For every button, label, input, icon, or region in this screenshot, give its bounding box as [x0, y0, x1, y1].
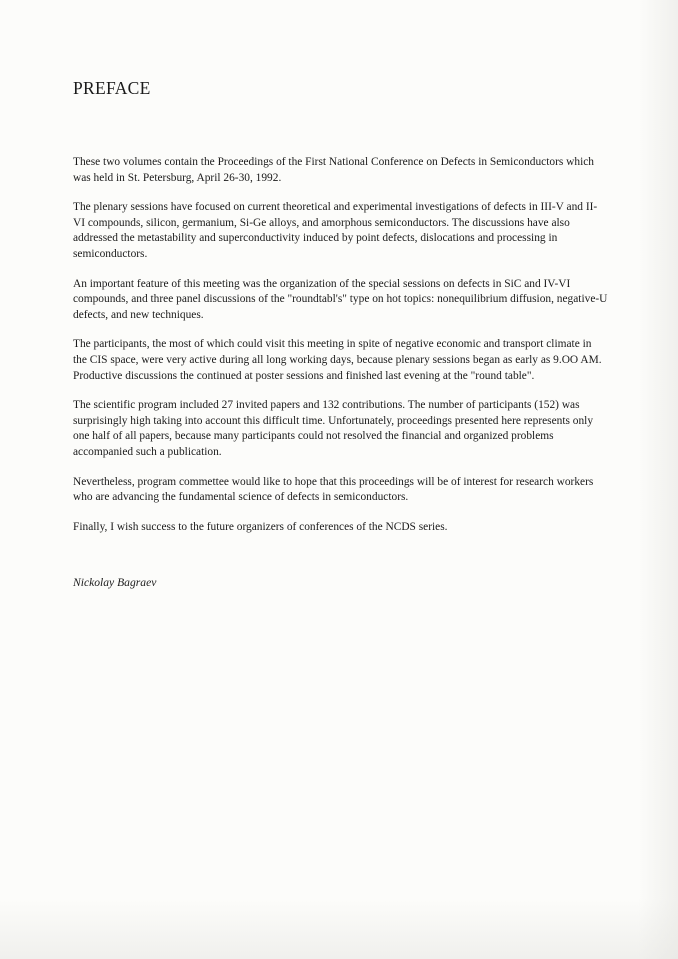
- paragraph-7: Finally, I wish success to the future organizers of conferences of the NCDS series.: [73, 520, 448, 533]
- page-title: PREFACE: [73, 78, 151, 98]
- paragraph-4: The participants, the most of which could visit this meeting in spite of negative economic and transport climate in the CIS space, were very active during all long working days, because plenary sessions began as early as 9.OO AM. Productive discussions the continued at poster sessions and finished last evening at the "round table".: [73, 338, 602, 382]
- author-signature: Nickolay Bagraev: [73, 576, 157, 590]
- scan-shadow-right: [638, 0, 678, 959]
- paragraph-6: Nevertheless, program commettee would like to hope that this proceedings will be of interest for research workers who are advancing the fundamental science of defects in semiconductors.: [73, 475, 594, 504]
- preface-content: [73, 78, 608, 589]
- paragraph-5: The scientific program included 27 invited papers and 132 contributions. The number of participants (152) was surprisingly high taking into account this difficult time. Unfortunately, proceedings presented here represents only one half of all papers, because many participants could not resolved the financial and organized problems accompanied such a publication.: [73, 399, 594, 458]
- scan-shadow-bottom: [0, 899, 678, 959]
- paragraph-3: An important feature of this meeting was the organization of the special sessions on defects in SiC and IV-VI compounds, and three panel discussions of the "roundtabl's" type on hot topics: nonequilibrium diffusion, negative-U defects, and new techniques.: [73, 277, 608, 321]
- paragraph-1: These two volumes contain the Proceedings of the First National Conference on Defects in Semiconductors which was held in St. Petersburg, April 26-30, 1992.: [73, 156, 594, 184]
- paragraph-2: The plenary sessions have focused on current theoretical and experimental investigations of defects in III-V and II-VI compounds, silicon, germanium, Si-Ge alloys, and amorphous semiconductors. The discussions have also addressed the metastability and superconductivity induced by point defects, dislocations and processing in semiconductors.: [73, 201, 598, 260]
